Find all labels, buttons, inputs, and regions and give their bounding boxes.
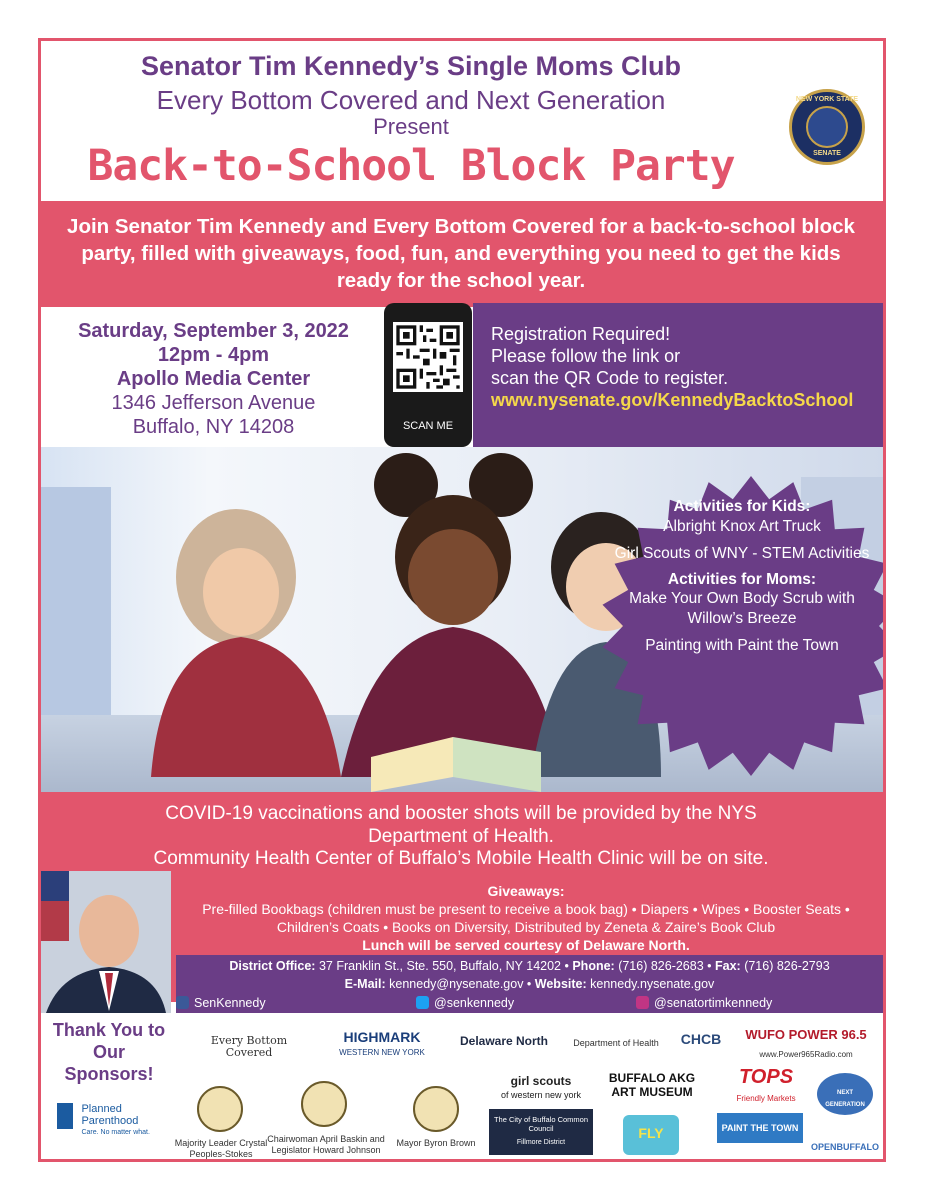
highmark-subtitle: WESTERN NEW YORK <box>339 1048 425 1057</box>
highmark-logo: HIGHMARK <box>343 1029 421 1045</box>
header-line-1: Senator Tim Kennedy’s Single Moms Club <box>140 51 682 81</box>
facebook-handle: SenKennedy <box>194 996 266 1010</box>
district-office-bar: District Office: 37 Franklin St., Ste. 550, Buffalo, NY 14202 • Phone: (716) 826-2683 • Fax: (716) 826-2793 E-Mail: kennedy@nysenate.gov • Website: kennedy.nysenate.gov SenKennedy @senkennedy @senatortimkennedy <box>176 955 883 1013</box>
open-buffalo-logo: OPENBUFFALO <box>810 1142 879 1152</box>
paint-the-town-logo <box>717 1113 803 1143</box>
website-label: Website: <box>534 977 587 991</box>
senate-seal-logo <box>789 89 865 165</box>
baskin-label: Chairwoman April Baskin and Legislator Howard Johnson <box>267 1134 385 1155</box>
lunch-note: Lunch will be served courtesy of Delaware North. <box>362 937 690 953</box>
girl-scouts-logo: girl scouts <box>510 1074 572 1088</box>
registration-line-3: scan the QR Code to register. <box>491 368 729 388</box>
wufo-logo: WUFO POWER 96.5 <box>745 1027 867 1042</box>
next-generation-logo <box>817 1073 873 1115</box>
event-title: Back-to-School Block Party <box>87 141 735 191</box>
district-label: District Office: <box>229 959 316 973</box>
giveaways-items: Pre-filled Bookbags (children must be present to receive a book bag) • Diapers • Wipes • Booster Seats • Children’s Coats • Books on Diversity, Distributed by Zeneta & Zaire’s Book Club <box>202 901 850 935</box>
registration-panel <box>473 303 883 447</box>
event-venue: Apollo Media Center <box>116 368 311 390</box>
county-seal-icon <box>301 1081 347 1127</box>
common-council-name: The City of Buffalo Common Council <box>493 1115 589 1133</box>
planned-parenthood-logo <box>57 1103 167 1139</box>
assembly-seal-icon <box>197 1086 243 1132</box>
kids-activity-2: Girl Scouts of WNY - STEM Activities <box>614 545 870 562</box>
moms-activity-1: Make Your Own Body Scrub with Willow’s Breeze <box>629 590 855 627</box>
seal-top-text: NEW YORK STATE <box>795 96 859 103</box>
intro-text: Join Senator Tim Kennedy and Every Bottom Covered for a back-to-school block party, filled with giveaways, food, fun, and everything you need to get the kids ready for the school year. <box>67 215 855 292</box>
giveaways-heading: Giveaways: <box>487 883 565 899</box>
fax-label: Fax: <box>715 959 741 973</box>
girl-scouts-subtitle: of western new york <box>500 1090 582 1100</box>
event-address-2: Buffalo, NY 14208 <box>132 416 295 438</box>
district-address: 37 Franklin St., Ste. 550, Buffalo, NY 14202 <box>318 959 562 973</box>
qr-phone[interactable] <box>384 303 472 447</box>
paint-the-town-text: PAINT THE TOWN <box>721 1123 799 1133</box>
facebook-link[interactable] <box>176 996 266 1010</box>
email-address[interactable]: kennedy@nysenate.gov <box>389 977 524 991</box>
event-details <box>41 307 386 447</box>
email-label: E-Mail: <box>344 977 386 991</box>
instagram-link[interactable] <box>636 996 772 1010</box>
header-line-2: Every Bottom Covered and Next Generation <box>156 85 666 115</box>
registration-line-2: Please follow the link or <box>491 346 681 366</box>
akg-museum-logo: BUFFALO AKG ART MUSEUM <box>608 1071 696 1099</box>
seal-bottom-text: SENATE <box>813 150 841 157</box>
doh-logo: Department of Health <box>573 1038 659 1048</box>
covid-text: COVID-19 vaccinations and booster shots will be provided by the NYS Department of Health. <box>165 803 757 847</box>
fax-number: (716) 826-2793 <box>744 959 830 973</box>
seal-emblem-icon <box>806 106 848 148</box>
event-date: Saturday, September 3, 2022 <box>78 320 349 342</box>
city-seal-icon <box>413 1086 459 1132</box>
twitter-link[interactable] <box>416 996 514 1010</box>
chcb-logo: CHCB <box>680 1031 722 1047</box>
intro-band <box>41 201 883 307</box>
next-generation-text: NEXT GENERATION <box>825 1090 865 1108</box>
tops-logo: TOPS <box>738 1066 794 1088</box>
flyer <box>38 38 886 1162</box>
registration-link[interactable]: www.nysenate.gov/KennedyBacktoSchool <box>491 390 854 410</box>
planned-parenthood-icon <box>57 1103 73 1129</box>
header-line-3: Present <box>373 114 449 139</box>
activities-text <box>607 497 877 656</box>
planned-parenthood-tagline: Care. No matter what. <box>81 1129 150 1136</box>
mayor-label: Mayor Byron Brown <box>396 1138 476 1148</box>
kids-activities-heading: Activities for Kids: <box>673 498 811 515</box>
planned-parenthood-name: Planned Parenthood <box>81 1103 139 1127</box>
kids-activity-1: Albright Knox Art Truck <box>663 517 821 535</box>
common-council-district: Fillmore District <box>516 1139 566 1146</box>
moms-activities-heading: Activities for Moms: <box>667 570 817 588</box>
thank-you-sponsors: Thank You to Our Sponsors! <box>52 1020 166 1084</box>
every-bottom-covered-logo: Every Bottom Covered <box>210 1034 288 1059</box>
registration-line-1: Registration Required! <box>491 324 671 344</box>
twitter-icon <box>416 996 429 1009</box>
phone-label: Phone: <box>572 959 615 973</box>
moms-activity-2: Painting with Paint the Town <box>645 637 839 654</box>
tops-subtitle: Friendly Markets <box>736 1094 796 1103</box>
facebook-icon <box>176 996 189 1009</box>
qr-code-icon[interactable] <box>393 322 463 392</box>
clinic-text: Community Health Center of Buffalo’s Mobile Health Clinic will be on site. <box>153 848 769 869</box>
event-address-1: 1346 Jefferson Avenue <box>111 392 316 414</box>
phone-number[interactable]: (716) 826-2683 <box>618 959 704 973</box>
instagram-icon <box>636 996 649 1009</box>
common-council-logo <box>489 1109 593 1155</box>
senator-portrait-image <box>41 871 171 1013</box>
twitter-handle: @senkennedy <box>434 996 515 1010</box>
peoples-stokes-label: Majority Leader Crystal Peoples-Stokes <box>174 1138 268 1159</box>
website-url[interactable]: kennedy.nysenate.gov <box>590 977 715 991</box>
giveaways-block <box>176 882 876 954</box>
delaware-north-logo: Delaware North <box>459 1034 549 1048</box>
fly-logo <box>623 1115 679 1155</box>
scan-me-label: SCAN ME <box>402 420 454 432</box>
senator-portrait <box>41 871 171 1013</box>
fly-logo-text: FLY <box>638 1125 664 1141</box>
wufo-url: www.Power965Radio.com <box>759 1050 853 1059</box>
event-time: 12pm - 4pm <box>157 344 270 366</box>
instagram-handle: @senatortimkennedy <box>654 996 773 1010</box>
